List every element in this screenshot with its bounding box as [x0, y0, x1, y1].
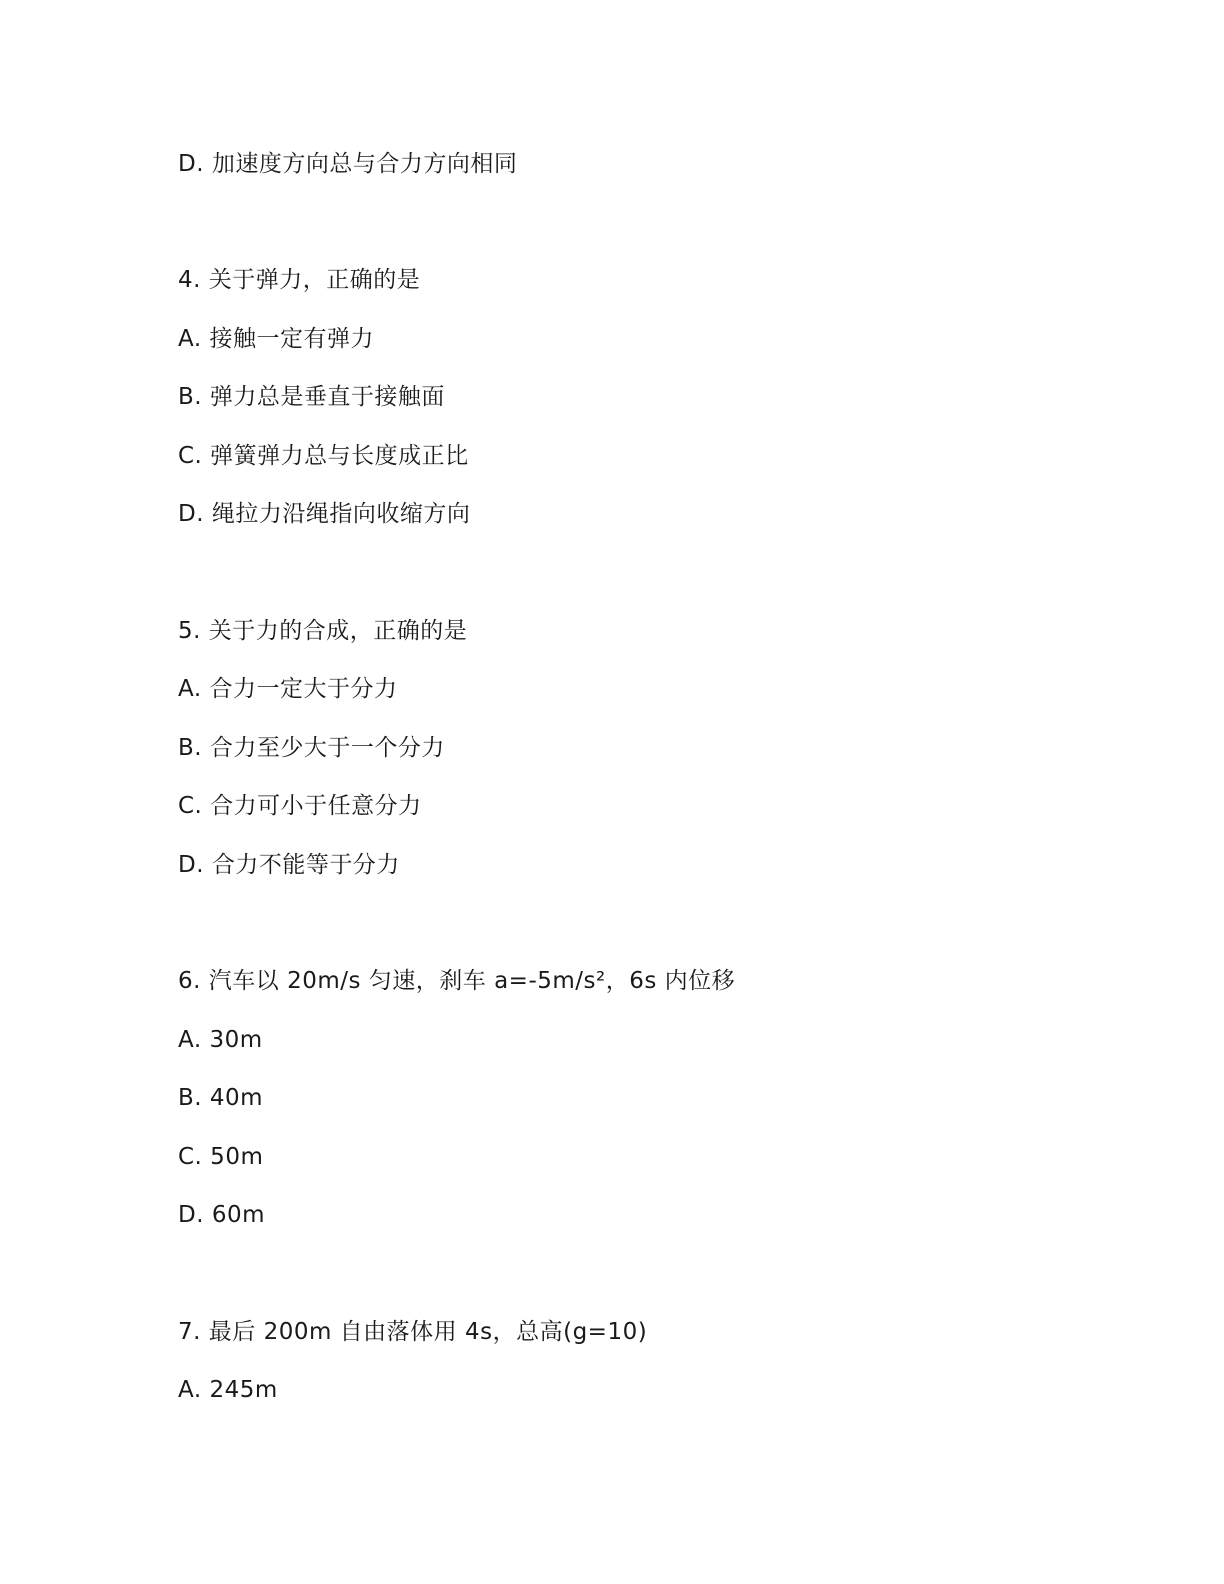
q4-option-b: B. 弹力总是垂直于接触面 [178, 384, 445, 410]
q5-option-d: D. 合力不能等于分力 [178, 852, 400, 878]
q5-option-a: A. 合力一定大于分力 [178, 676, 398, 702]
q4-option-a: A. 接触一定有弹力 [178, 326, 374, 352]
q5-option-b: B. 合力至少大于一个分力 [178, 735, 445, 761]
q5-stem: 5. 关于力的合成，正确的是 [178, 618, 468, 644]
q6-option-a: A. 30m [178, 1027, 263, 1053]
q6-option-b: B. 40m [178, 1085, 264, 1111]
q4-option-d: D. 绳拉力沿绳指向收缩方向 [178, 501, 471, 527]
q4-stem: 4. 关于弹力，正确的是 [178, 267, 421, 293]
q6-option-d: D. 60m [178, 1202, 266, 1228]
q7-option-a: A. 245m [178, 1377, 278, 1403]
q5-option-c: C. 合力可小于任意分力 [178, 793, 422, 819]
q3-option-d: D. 加速度方向总与合力方向相同 [178, 151, 518, 177]
q4-option-c: C. 弹簧弹力总与长度成正比 [178, 443, 469, 469]
q7-stem: 7. 最后 200m 自由落体用 4s，总高(g=10) [178, 1319, 648, 1345]
q6-stem: 6. 汽车以 20m/s 匀速，刹车 a=-5m/s²，6s 内位移 [178, 968, 736, 994]
q6-option-c: C. 50m [178, 1144, 264, 1170]
